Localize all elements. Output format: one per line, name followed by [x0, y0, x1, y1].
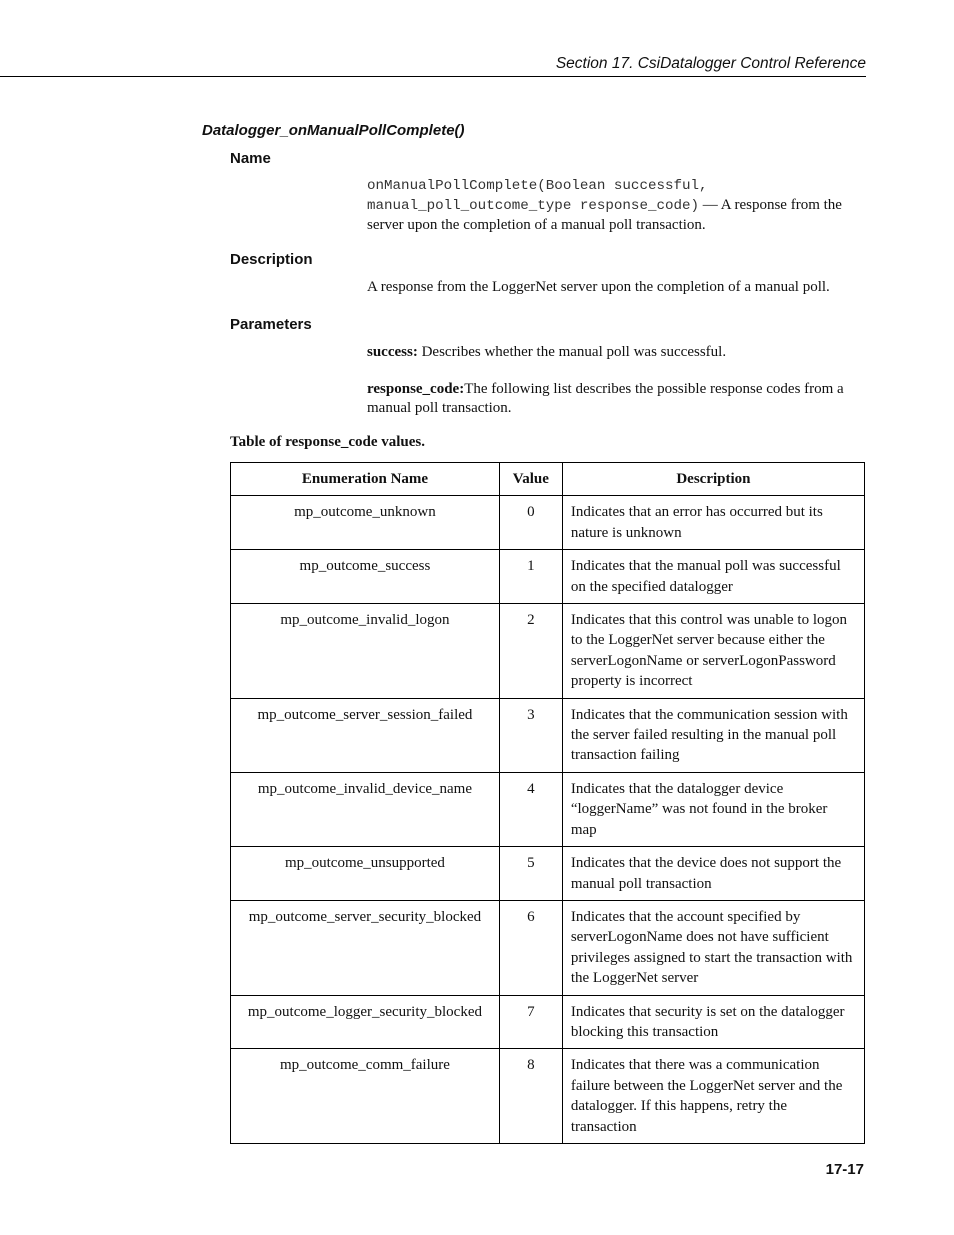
header-value: Value [499, 463, 562, 496]
enum-value: 8 [499, 1049, 562, 1144]
enum-value: 7 [499, 995, 562, 1049]
param-response-code [367, 380, 867, 418]
description-heading: Description [230, 251, 313, 268]
enum-name: mp_outcome_server_session_failed [231, 698, 500, 772]
enum-description: Indicates that an error has occurred but its nature is unknown [562, 496, 864, 550]
param-success-label: success: [367, 344, 418, 360]
enum-name: mp_outcome_server_security_blocked [231, 900, 500, 995]
enum-value: 5 [499, 847, 562, 901]
header-enumeration-name: Enumeration Name [231, 463, 500, 496]
table-row [231, 698, 865, 772]
table-row [231, 496, 865, 550]
parameters-heading: Parameters [230, 316, 312, 333]
enum-description: Indicates that the manual poll was successful on the specified datalogger [562, 550, 864, 604]
enum-description: Indicates that the communication session with the server failed resulting in the manual poll transaction failing [562, 698, 864, 772]
enum-name: mp_outcome_unsupported [231, 847, 500, 901]
enum-description: Indicates that there was a communication failure between the LoggerNet server and the datalogger. If this happens, retry the transaction [562, 1049, 864, 1144]
param-response-text: The following list describes the possible response codes from a manual poll transaction. [367, 381, 844, 416]
table-row [231, 550, 865, 604]
table-row [231, 1049, 865, 1144]
name-heading: Name [230, 150, 271, 167]
method-title: Datalogger_onManualPollComplete() [202, 122, 465, 139]
enum-value: 0 [499, 496, 562, 550]
enum-value: 6 [499, 900, 562, 995]
header-description: Description [562, 463, 864, 496]
enum-description: Indicates that this control was unable to logon to the LoggerNet server because either the serverLogonName or serverLogonPassword property is incorrect [562, 604, 864, 699]
table-row [231, 772, 865, 846]
enum-value: 1 [499, 550, 562, 604]
signature-line-2: manual_poll_outcome_type response_code) [367, 198, 700, 214]
param-success-text: Describes whether the manual poll was successful. [417, 344, 727, 360]
enum-name: mp_outcome_invalid_logon [231, 604, 500, 699]
page-number: 17-17 [825, 1161, 864, 1178]
table-header-row [231, 463, 865, 496]
param-success [367, 343, 867, 362]
enum-value: 3 [499, 698, 562, 772]
enum-name: mp_outcome_invalid_device_name [231, 772, 500, 846]
table-row [231, 604, 865, 699]
enum-description: Indicates that the account specified by serverLogonName does not have sufficient privileges assigned to start the transaction with the LoggerNet server [562, 900, 864, 995]
table-row [231, 900, 865, 995]
table-row [231, 847, 865, 901]
enum-name: mp_outcome_comm_failure [231, 1049, 500, 1144]
enum-name: mp_outcome_logger_security_blocked [231, 995, 500, 1049]
enum-description: Indicates that the datalogger device “loggerName” was not found in the broker map [562, 772, 864, 846]
enum-value: 2 [499, 604, 562, 699]
name-description: — A response from the server upon the completion of a manual poll transaction. [367, 197, 842, 233]
section-title: Section 17. CsiDatalogger Control Reference [555, 55, 866, 72]
header-divider [0, 76, 866, 77]
enum-description: Indicates that security is set on the datalogger blocking this transaction [562, 995, 864, 1049]
response-code-table [230, 462, 865, 1144]
enum-name: mp_outcome_success [231, 550, 500, 604]
table-caption: Table of response_code values. [230, 434, 426, 450]
table-row [231, 995, 865, 1049]
enum-description: Indicates that the device does not support the manual poll transaction [562, 847, 864, 901]
description-text: A response from the LoggerNet server upon the completion of a manual poll. [367, 279, 830, 295]
signature-line-1: onManualPollComplete(Boolean successful, [367, 178, 708, 194]
enum-value: 4 [499, 772, 562, 846]
enum-name: mp_outcome_unknown [231, 496, 500, 550]
param-response-label: response_code: [367, 381, 465, 397]
name-body [367, 176, 867, 235]
